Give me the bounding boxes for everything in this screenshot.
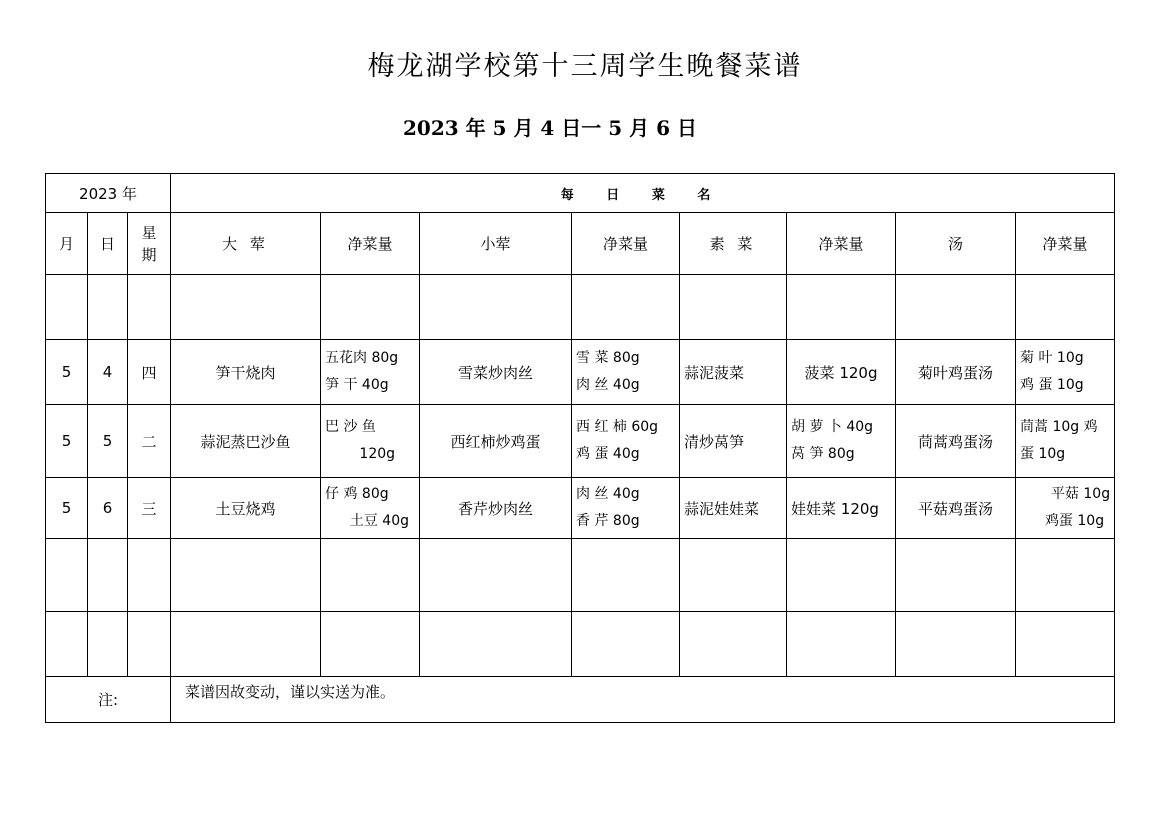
cell-soup-qty: [1016, 340, 1115, 405]
cell-veg-qty: 娃娃菜 120g: [787, 478, 896, 539]
qty-line: 莴 笋 80g: [791, 446, 855, 462]
cell-side-meat: 雪菜炒肉丝: [420, 340, 572, 405]
qty-line: 香 芹 80g: [576, 513, 640, 529]
cell-month: 5: [46, 405, 88, 478]
cell-side-qty: [572, 478, 680, 539]
empty-cell: [1016, 275, 1115, 340]
header-veg-qty: 净菜量: [787, 213, 896, 275]
qty-line: 西 红 柿 60g: [576, 419, 659, 435]
empty-cell: [420, 275, 572, 340]
date-range: 2023 年 5 月 4 日一 5 月 6 日: [403, 116, 697, 140]
empty-cell: [46, 612, 88, 677]
empty-cell: [420, 539, 572, 612]
empty-cell: [171, 539, 321, 612]
qty-line: 笋 干 40g: [325, 377, 389, 393]
cell-soup-qty: [1016, 405, 1115, 478]
empty-cell: [787, 275, 896, 340]
empty-cell: [680, 539, 787, 612]
header-month: 月: [46, 213, 88, 275]
cell-veg-qty: [787, 405, 896, 478]
header-main-meat: 大 荤: [171, 213, 321, 275]
empty-cell: [128, 612, 171, 677]
menu-table: [45, 173, 1115, 723]
empty-cell: [680, 612, 787, 677]
qty-line: 土豆 40g: [349, 513, 410, 529]
empty-cell: [572, 539, 680, 612]
table-row: [46, 405, 1115, 478]
qty-line: 鸡 蛋 40g: [576, 446, 640, 462]
header-weekday-text: 星期: [141, 223, 157, 264]
qty-line: 菊 叶 10g: [1020, 350, 1084, 366]
header-main-qty: 净菜量: [321, 213, 420, 275]
empty-cell: [1016, 612, 1115, 677]
cell-day: 4: [88, 340, 128, 405]
qty-line: 鸡 蛋 10g: [1020, 377, 1084, 393]
empty-cell: [128, 275, 171, 340]
empty-cell: [88, 612, 128, 677]
empty-cell: [787, 612, 896, 677]
qty-line: 肉 丝 40g: [576, 486, 640, 502]
cell-main-meat: 笋干烧肉: [171, 340, 321, 405]
empty-cell: [46, 275, 88, 340]
cell-main-qty: [321, 405, 420, 478]
empty-cell: [572, 612, 680, 677]
header-side-meat: 小荤: [420, 213, 572, 275]
empty-cell: [896, 539, 1016, 612]
cell-vegetable: 清炒莴笋: [680, 405, 787, 478]
table-row-empty: [46, 539, 1115, 612]
cell-weekday: 二: [128, 405, 171, 478]
qty-line: 巴 沙 鱼: [325, 419, 376, 435]
empty-cell: [420, 612, 572, 677]
qty-line: 120g: [359, 446, 396, 462]
empty-cell: [572, 275, 680, 340]
cell-soup: 菊叶鸡蛋汤: [896, 340, 1016, 405]
cell-main-qty: [321, 478, 420, 539]
daily-menu-label: 每 日 菜 名: [171, 174, 1115, 213]
empty-cell: [46, 539, 88, 612]
empty-cell: [321, 612, 420, 677]
cell-main-qty: [321, 340, 420, 405]
cell-vegetable: 蒜泥菠菜: [680, 340, 787, 405]
qty-line: 仔 鸡 80g: [325, 486, 389, 502]
qty-line: 平菇 10g: [1050, 486, 1111, 502]
table-row: [46, 340, 1115, 405]
empty-cell: [896, 275, 1016, 340]
empty-cell: [321, 539, 420, 612]
header-side-qty: 净菜量: [572, 213, 680, 275]
note-label: 注:: [46, 677, 171, 723]
empty-cell: [171, 612, 321, 677]
empty-cell: [896, 612, 1016, 677]
header-row: [46, 213, 1115, 275]
table-row: [46, 478, 1115, 539]
header-soup: 汤: [896, 213, 1016, 275]
empty-cell: [88, 539, 128, 612]
cell-side-qty: [572, 340, 680, 405]
cell-veg-qty: 菠菜 120g: [787, 340, 896, 405]
cell-main-meat: 土豆烧鸡: [171, 478, 321, 539]
cell-weekday: 三: [128, 478, 171, 539]
empty-cell: [787, 539, 896, 612]
page-title: 梅龙湖学校第十三周学生晚餐菜谱: [367, 51, 803, 82]
empty-cell: [321, 275, 420, 340]
qty-line: 五花肉 80g: [325, 350, 399, 366]
header-soup-qty: 净菜量: [1016, 213, 1115, 275]
header-day: 日: [88, 213, 128, 275]
cell-side-meat: 西红柿炒鸡蛋: [420, 405, 572, 478]
cell-day: 5: [88, 405, 128, 478]
empty-cell: [1016, 539, 1115, 612]
cell-soup: 茼蒿鸡蛋汤: [896, 405, 1016, 478]
qty-line: 茼蒿 10g 鸡: [1020, 419, 1098, 435]
year-label: 2023 年: [46, 174, 171, 213]
note-text: 菜谱因故变动，谨以实送为准。: [171, 677, 1115, 723]
cell-vegetable: 蒜泥娃娃菜: [680, 478, 787, 539]
cell-soup-qty: [1016, 478, 1115, 539]
table-row-empty: [46, 612, 1115, 677]
table-row-empty: [46, 275, 1115, 340]
header-weekday: [128, 213, 171, 275]
qty-line: 雪 菜 80g: [576, 350, 640, 366]
cell-weekday: 四: [128, 340, 171, 405]
qty-line: 肉 丝 40g: [576, 377, 640, 393]
cell-month: 5: [46, 478, 88, 539]
cell-month: 5: [46, 340, 88, 405]
cell-main-meat: 蒜泥蒸巴沙鱼: [171, 405, 321, 478]
qty-line: 胡 萝 卜 40g: [791, 419, 874, 435]
cell-side-qty: [572, 405, 680, 478]
cell-soup: 平菇鸡蛋汤: [896, 478, 1016, 539]
qty-line: 鸡蛋 10g: [1044, 513, 1105, 529]
empty-cell: [171, 275, 321, 340]
empty-cell: [128, 539, 171, 612]
empty-cell: [680, 275, 787, 340]
cell-day: 6: [88, 478, 128, 539]
empty-cell: [88, 275, 128, 340]
qty-line: 蛋 10g: [1020, 446, 1066, 462]
header-vegetable: 素 菜: [680, 213, 787, 275]
year-row: [46, 174, 1115, 213]
cell-side-meat: 香芹炒肉丝: [420, 478, 572, 539]
note-row: [46, 677, 1115, 723]
